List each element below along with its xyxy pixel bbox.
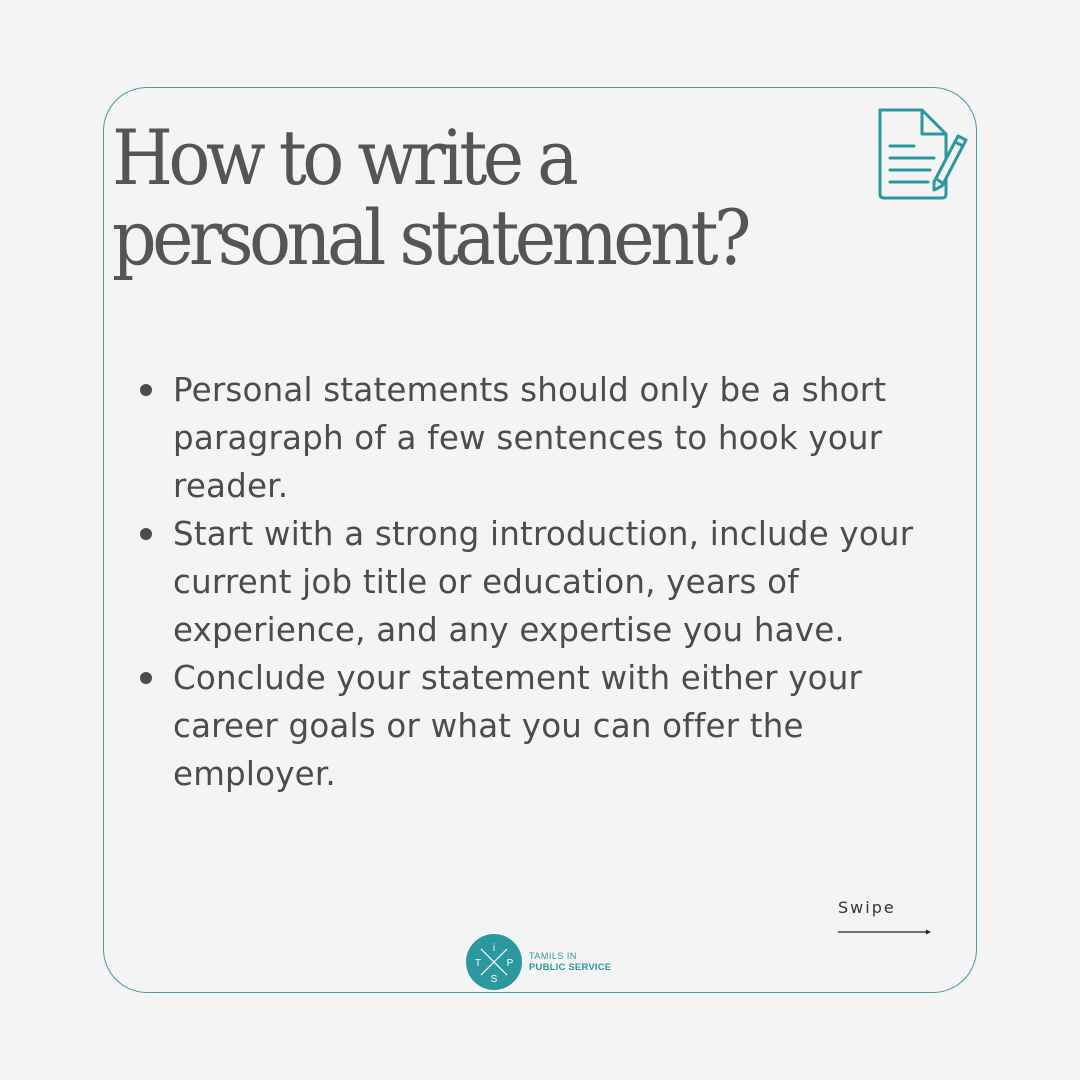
title-line-2: personal statement? — [112, 193, 747, 282]
logo-letter-p: P — [506, 958, 514, 969]
arrow-right-icon — [838, 928, 932, 936]
list-item — [138, 366, 938, 510]
list-item-text: Conclude your statement with either your career goals or what you can offer the employer. — [173, 659, 863, 793]
list-item — [138, 654, 938, 798]
logo-letter-t: T — [474, 958, 482, 969]
logo-line-1: TAMILS IN — [529, 951, 577, 961]
logo-letter-i: i — [492, 943, 496, 954]
bullet-dot — [140, 528, 152, 540]
document-pencil-icon — [872, 104, 976, 204]
title-line-1: How to write a — [112, 113, 575, 202]
bullet-dot — [140, 384, 152, 396]
bullet-dot — [140, 672, 152, 684]
logo-mark-icon — [465, 933, 523, 991]
list-item-text: Start with a strong introduction, include your current job title or education, years of experience, and any expertise you have. — [173, 515, 914, 649]
swipe-label: Swipe — [838, 898, 896, 917]
tips-list — [138, 366, 938, 798]
page-title — [112, 113, 747, 282]
swipe-hint[interactable] — [838, 896, 932, 936]
list-item — [138, 510, 938, 654]
logo-letter-s: S — [490, 974, 498, 985]
brand-logo — [465, 932, 611, 992]
logo-wordmark — [529, 950, 611, 974]
list-item-text: Personal statements should only be a short paragraph of a few sentences to hook your reader. — [173, 371, 887, 505]
logo-line-2: PUBLIC SERVICE — [529, 962, 612, 973]
